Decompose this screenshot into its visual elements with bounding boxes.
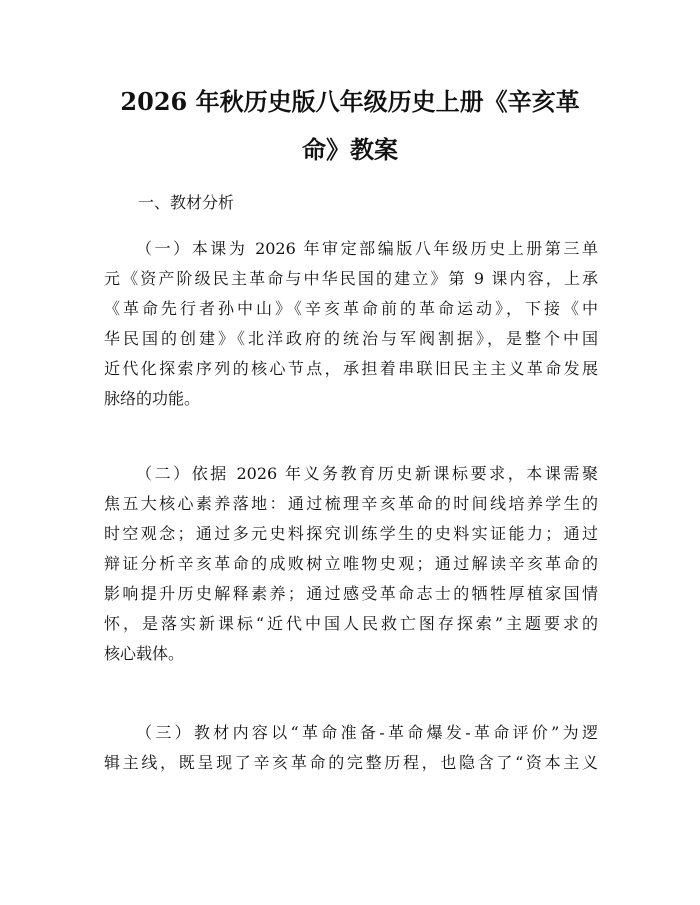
paragraph-line: 华民国的创建》《北洋政府的统治与军阀割据》，是整个中国 — [104, 329, 598, 348]
paragraph-line: （三）教材内容以“革命准备-革命爆发-革命评价”为逻 — [136, 723, 598, 742]
paragraph-line: 怀，是落实新课标“近代中国人民救亡图存探索”主题要求的 — [104, 614, 598, 633]
paragraph-line: 核心载体。 — [104, 644, 185, 663]
paragraph-line: 辩证分析辛亥革命的成败树立唯物史观；通过解读辛亥革命的 — [104, 554, 598, 573]
paragraph-line: 《革命先行者孙中山》《辛亥革命前的革命运动》，下接《中 — [104, 299, 598, 318]
paragraph-line: 时空观念；通过多元史料探究训练学生的史料实证能力；通过 — [104, 524, 598, 543]
paragraph-line: 影响提升历史解释素养；通过感受革命志士的牺牲厚植家国情 — [104, 584, 598, 603]
paragraph-line: （一）本课为 2026 年审定部编版八年级历史上册第三单 — [136, 239, 598, 258]
paragraph-line: 近代化探索序列的核心节点，承担着串联旧民主主义革命发展 — [104, 359, 598, 378]
title-line: 命》教案 — [302, 135, 398, 164]
paragraph-line: 元《资产阶级民主革命与中华民国的建立》第 9 课内容，上承 — [104, 269, 598, 288]
paragraph-line: 脉络的功能。 — [104, 389, 201, 408]
title-line: 2026 年秋历史版八年级历史上册《辛亥革 — [120, 87, 580, 116]
paragraph-line: 辑主线，既呈现了辛亥革命的完整历程，也隐含了“资本主义 — [104, 753, 598, 772]
section-heading: 一、教材分析 — [138, 193, 235, 212]
paragraph-3 — [104, 718, 598, 778]
paragraph-line: 焦五大核心素养落地：通过梳理辛亥革命的时间线培养学生的 — [104, 494, 598, 513]
paragraph-line: （二）依据 2026 年义务教育历史新课标要求，本课需聚 — [136, 464, 598, 483]
paragraph-2 — [104, 459, 598, 669]
paragraph-1 — [104, 234, 598, 414]
document-title — [100, 78, 600, 174]
